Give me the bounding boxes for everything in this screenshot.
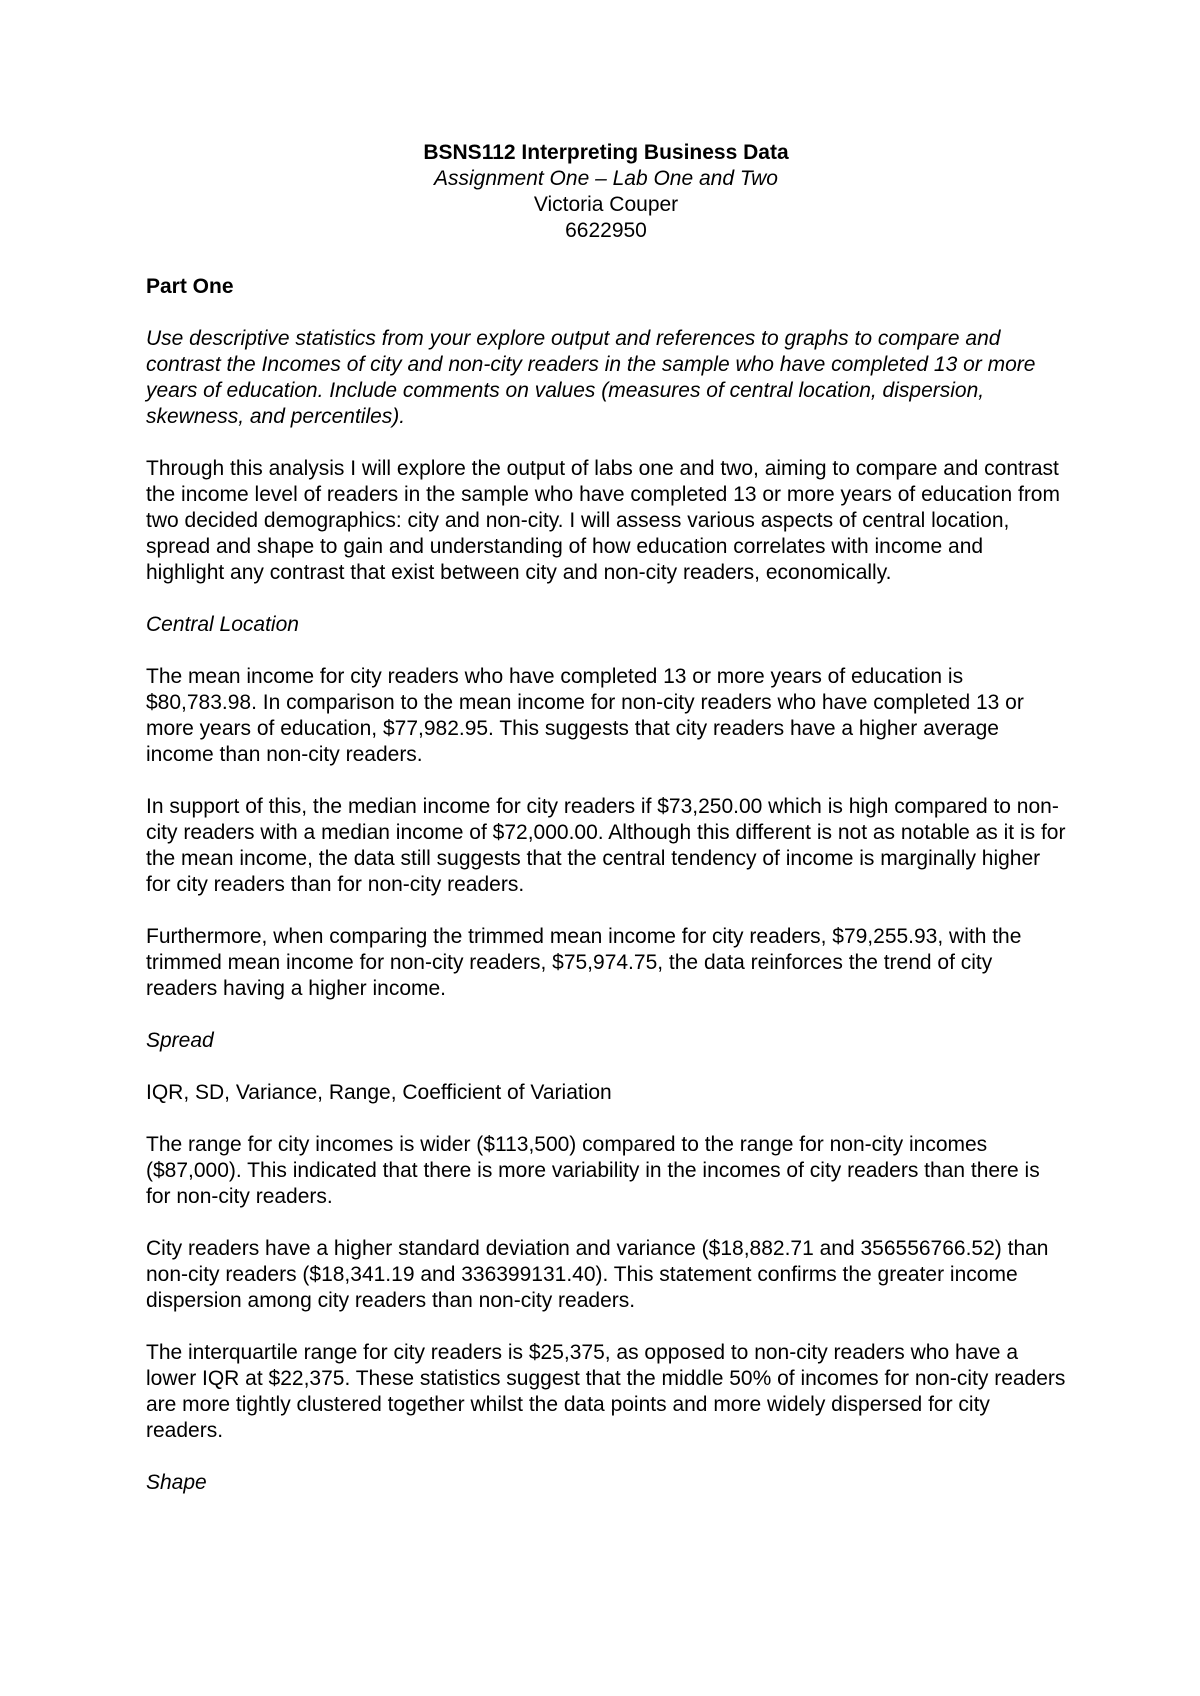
document-title: BSNS112 Interpreting Business Data [423, 141, 789, 164]
student-id: 6622950 [565, 219, 647, 242]
intro-paragraph: Through this analysis I will explore the output of labs one and two, aiming to compare and contrast the income level of readers in the sample who have completed 13 or more years of education from two decided demographics: city and non-city. I will assess various aspects of central location, spread and shape to gain and understanding of how education correlates with income and highlight any contrast that exist between city and non-city readers, economically. [146, 457, 1060, 584]
spread-paragraph-3: The interquartile range for city readers is $25,375, as opposed to non-city readers who have a lower IQR at $22,375. These statistics suggest that the middle 50% of incomes for non-city readers are more tightly clustered together whilst the data points and more widely dispersed for city readers. [146, 1341, 1066, 1442]
spread-measures-line: IQR, SD, Variance, Range, Coefficient of Variation [146, 1081, 612, 1104]
document-header [146, 140, 1066, 244]
spread-paragraph-1: The range for city incomes is wider ($113,500) compared to the range for non-city incomes ($87,000). This indicated that there is more variability in the incomes of city readers than there is for non-city readers. [146, 1133, 1040, 1208]
document-page [146, 140, 1066, 1496]
author-name: Victoria Couper [533, 193, 679, 216]
spread-paragraph-2: City readers have a higher standard deviation and variance ($18,882.71 and 356556766.52) than non-city readers ($18,341.19 and 336399131.40). This statement confirms the greater income dispersion among city readers than non-city readers. [146, 1237, 1049, 1312]
document-subtitle: Assignment One – Lab One and Two [434, 167, 778, 190]
central-location-heading: Central Location [146, 613, 299, 636]
assignment-question: Use descriptive statistics from your explore output and references to graphs to compare and contrast the Incomes of city and non-city readers in the sample who have completed 13 or more years of education. Include comments on values (measures of central location, dispersion, skewness, and percentiles). [146, 327, 1036, 428]
central-location-paragraph-3: Furthermore, when comparing the trimmed mean income for city readers, $79,255.93, with the trimmed mean income for non-city readers, $75,974.75, the data reinforces the trend of city readers having a higher income. [146, 925, 1022, 1000]
shape-heading: Shape [146, 1471, 207, 1494]
central-location-paragraph-1: The mean income for city readers who have completed 13 or more years of education is $80,783.98. In comparison to the mean income for non-city readers who have completed 13 or more years of education, $77,982.95. This suggests that city readers have a higher average income than non-city readers. [146, 665, 1024, 766]
part-one-heading: Part One [146, 275, 234, 298]
spread-heading: Spread [146, 1029, 214, 1052]
central-location-paragraph-2: In support of this, the median income for city readers if $73,250.00 which is high compared to non-city readers with a median income of $72,000.00. Although this different is not as notable as it is for the mean income, the data still suggests that the central tendency of income is marginally higher for city readers than for non-city readers. [146, 795, 1066, 896]
